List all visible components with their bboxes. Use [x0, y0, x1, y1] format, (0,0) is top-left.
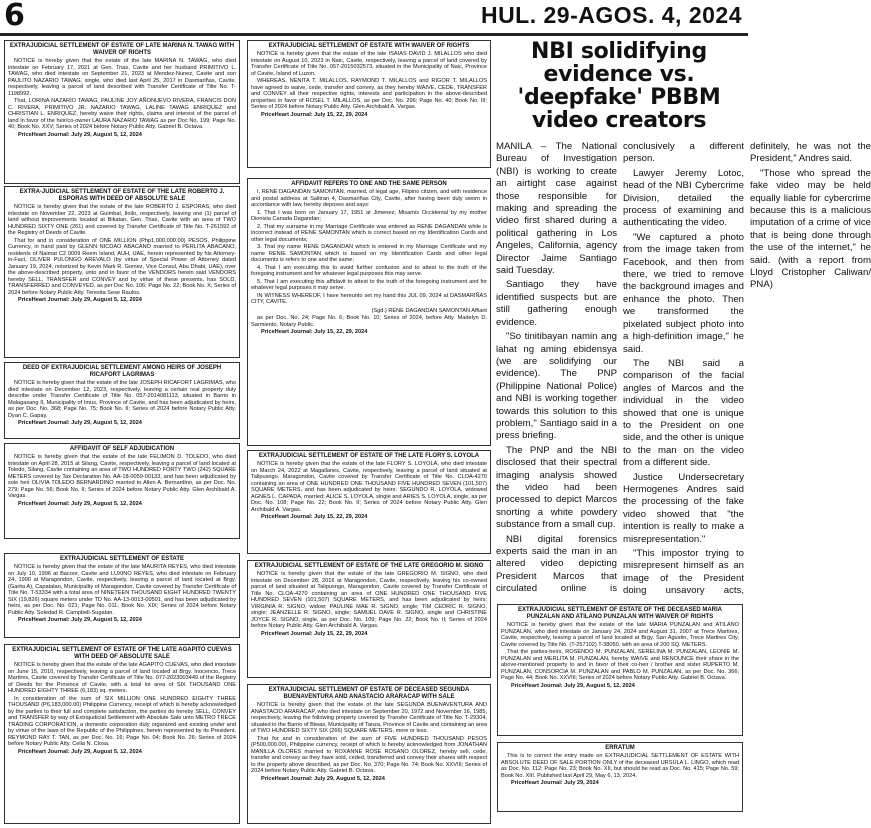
notice-punzalan — [497, 604, 743, 736]
publication-line: PriceHeart Journal: July 29, 2024 — [511, 780, 599, 786]
notice-paragraph: NOTICE is hereby given that the estate of the late AGAPITO CUEVAS, who died intestate on June 15, 2010, respectively, leaving a parcel of land located at Brgy. Inocencio, Trece Martires, Cavite covered by Transfer Certificate of Title No. 077-2023003449 of the Registry of Deeds for the Province of Cavite, with a total lot area of SIX THOUSAND ONE HUNDRED EIGHTY THREE (6,183) sq. meters. — [8, 662, 236, 694]
story-paragraph: Lawyer Jeremy Lotoc, head of the NBI Cybercrime Division, detailed the process of examining and authenticating the video. — [623, 167, 744, 229]
story-paragraph: Justice Undersecretary Hermogenes Andres said the processing of the fake video showed that "the intention is really to make a misrepresentation." — [623, 471, 744, 545]
notice-title: EXTRAJUDICIAL SETTLEMENT OF ESTATE OF LATE MARINA N. TAWAG WITH WAIVER OF RIGHTS — [9, 43, 235, 56]
publication-line: PriceHeart Journal: July 29, August 5, 12, 2024 — [18, 617, 142, 623]
notice-paragraph: NOTICE is hereby given that the estate of the late ROBERTO J. ESPORAS, who died intestate on November 22, 2023 at Guimbal, Iloilo, respectively, leaving one (1) parcel of land without improvements located at Bikatan, Gen. Trias, Cavite with an area of TWO HUNDRED SIXTY ONE (261) and covered by Transfer Certificate of Title No. T-261592 of the Registry of Deeds of Cavite. — [8, 204, 236, 236]
notice-lagrimas — [4, 362, 240, 439]
notice-esporas — [4, 186, 240, 358]
story-paragraph: Santiago they have identified suspects but are still gathering enough evidence. — [496, 279, 617, 328]
publication-line: PriceHeart Journal: July 29, August 5, 12, 2024 — [261, 775, 385, 782]
story-paragraph: "Those who spread the fake video may be held equally liable for cybercrime because this is a malicious imputation of a crime of vice that is being done through the use of the internet," he said. (with a report from Lloyd Cristopher Caliwan/ PNA) — [750, 167, 871, 291]
notice-title: ERRATUM — [605, 745, 635, 751]
notice-title: AFFIDAVIT REFERS TO ONE AND THE SAME PERSON — [291, 181, 447, 187]
notice-paragraph: as per Doc. No. 24; Page No. 6; Book No. 10; Series of 2024, before Atty. Madelyn D. Sarmiento, Notary Public. — [251, 315, 487, 328]
notice-title: EXTRAJUDICIAL SETTLEMENT OF ESTATE OF DECEASED SEGUNDA BUENAVENTURA AND ANASTACIO ARARACAP WITH SALE — [268, 687, 470, 700]
notice-milallos — [247, 40, 491, 168]
story-paragraph: "So tinitibayan namin ang lahat ng aming ebidensya (we are solidifying our evidence). The PNP (Philippine National Police) and NBI is working together towards this solution to this problem," Santiago said in a press briefing. — [496, 331, 617, 442]
publication-line: PriceHeart Journal: July 29, August 5, 12, 2024 — [18, 297, 142, 303]
notice-title: EXTRAJUDICIAL SETTLEMENT OF ESTATE OF THE DECEASED MARIA PUNZALAN AND ATILANO PUNZALAN WITH WAIVER OF RIGHTS — [517, 607, 722, 620]
notice-reyes — [4, 553, 240, 638]
notice-paragraph: NOTICE is hereby given that the estate of the late ISAIAS DAVID J. MILALLOS who died intestate on August 10, 2023 in Naic, Cavite, respectively, leaving a parcel of land covered by Transfer Certificate of Title No. 057-2015032573, situated in the Municipality of Naic, Province of Cavite, Island of Luzon. — [251, 51, 487, 77]
notice-paragraph: NOTICE is hereby given that the estate of the late MAURITA REYES, who died intestate on July 10, 1996 at Bacoor, Cavite and LUXINO REYES, who died intestate on February 24, 1990 at Maragondon, Cavite, respectively, leaving a parcel of land located at Brgy. (Garita A), Capatalan, Municipality of Maragondon, Cavite covered by Transfer Certificate of Title No. T-53334 with a total area of NINETEEN THOUSAND EIGHT HUNDRED TWENTY SIX (19,826) square meters under TD No. AA-13-0013-00501, and has been adjudicated by heirs, as per Doc. No. 021; Page No. 011; Book No. XIX; Series of 2024 before Notary Public Atty. Soledad R. Campbell-Sugatan. — [8, 564, 236, 616]
notice-araracap — [247, 684, 491, 824]
notice-paragraph: IN WITNESS WHEREOF, I have hereunto set my hand this JUL 09, 2024 at DASMARIÑAS CITY, CAVITE. — [251, 292, 487, 305]
story-paragraph: The NBI said a comparison of the facial angles of Marcos and the individual in the video showed that one is unique to the President on one side, and the other is unique to the man on the video from a different side. — [623, 357, 744, 469]
notice-paragraph: NOTICE is hereby given that the estate of the late MARINA N. TAWAG, who died intestate on February 17, 2021 at Gen. Trias, Cavite and her husband PRIMITIVO L. TAWAG, who died intestate on September 21, 2023 at Mendez-Nunez, Cavite and son PAULITO NAZARIO TAWAG, single, who died last April 25, 2017 in Dasmariñas, Cavite, respectively, leaving a parcel of land described with Transfer Certificate of Title No. T-1198992. — [8, 58, 236, 97]
notice-paragraph: 5. That I am executing this affidavit to attest to the truth of the foregoing instrument and for whatever legal purposes it may serve. — [251, 278, 487, 291]
notice-paragraph: NOTICE is hereby given that the estate of the late GREGORIO M. SIGNO, who died intestate on December 28, 2016 at Maragondon, Cavite, respectively, leaving his co-owned parcel of land situated at Talipusngo, Maragondon, Cavite covered by Transfer Certificate of Title No. CLOA-4270 containing an area of ONE HUNDRED ONE THOUSAND FIVE HUNDRED SEVEN (101,507) SQUARE METERS, and has been adjudicated by heirs: VIRGINIA R. SIGNO, widow; PAULINE MAE R. SIGNO, single; TIM CEDRIC R. SIGNO, single; JEANZELLE R. SIGNO, single; SAMUEL DAVE R. SIGNO, single and CHRISTINE JOYCE R. SIGNO, single, as per Doc. No. 109; Page No. 22; Book No. II; Series of 2024 before Notary Public Atty. Glen Archibald A. Vargas. — [251, 571, 487, 629]
affiant-signature: (Sgd.) RENE DAGANDAN SAMONTAN Affiant — [371, 307, 487, 314]
notice-paragraph: NOTICE is hereby given that the estate of the late MARIA PUNZALAN and ATILANO PUNZALAN, who died intestate on January 24, 2024 and August 31, 2007 at Trece Martires, Cavite, respectively, leaving a parcel of land located at Brgy. San Agustin, Trece Martires City, Cavite covered by Title No. (T-257102) T-38050, with an area of 200 SQ. METERS. — [501, 622, 739, 648]
notice-signo — [247, 560, 491, 678]
notice-loyola — [247, 450, 491, 554]
notice-tawag — [4, 40, 240, 184]
notice-paragraph: 3. That my name RENE DAGANDAN which is entered in my Marriage Certificate and my name RENIE SAMONTAN which is based on my Identification Cards and other legal documents is refers to one and the same; — [251, 244, 487, 263]
notice-paragraph: That for and in consideration of ONE MILLION (Php1,000,000.00) PESOS, Philippine Currency, in hand paid by GLENN NICDAO ABACANO married to PERLITA ABACANO, residents of Naimat C2 0009 Reem Island, AUH, UAE, herein represented by his Attorney-in-Fact, OLIVER PULONGO AREVALO (by virtue of Special Power of Attorney dated January 19, 2024, notarized by Kevin Mark R. Gomez, Vice Consul, Abu Dhabi, UAE), over the above-described property, unto and in favor of the VENDORS herein said VENDORS hereby SELL, TRANSFER and CONVEY and by virtue of these presents, has SOLD, TRANSFERRED and CONVEYED, as per Doc No. 106; Page No. 22; Book No. X; Series of 2024 before Notary Public Atty. Teresita Sese Raulos. — [8, 237, 236, 296]
notice-title: DEED OF EXTRAJUDICIAL SETTLEMENT AMONG HEIRS OF JOSEPH RICAFORT LAGRIMAS — [22, 365, 222, 378]
publication-line: PriceHeart Journal: July 29, August 5, 12, 2024 — [511, 682, 635, 689]
notice-erratum — [497, 742, 743, 812]
notice-paragraph: I, RENE DAGANDAN SAMONTAN, married, of legal age, Filipino citizen, and with residence and postal address at Salitran 4, Dasmariñas City, Cavite, after having been duly sworn in accordance with law, hereby deposes and says: — [251, 189, 487, 208]
notice-toledo — [4, 443, 240, 539]
notice-paragraph: That the parties-heirs, ROSENDO M. PUNZALAN, SERELINA M. PUNZALAN, LEONIE M. PUNZALAN and MERLITA M. PUNZALAN, hereby WAIVE and RENOUNCE their share in the above-mentioned property to and in favor of their co-heir / brother and sister RUPERTO M. PUNZALAN, CONSORCIA M. PUNZALAN and PABLO M. PUNZALAN, as per Doc. No. 366; Page No. 44; Book No. XXVIII; Series of 2024 before Notary Public Atty. Gabriel B. Octava. — [501, 649, 739, 681]
notice-paragraph: In consideration of the sum of SIX MILLION ONE HUNDRED EIGHTY THREE THOUSAND (P6,183,000.00) Philippine Currency, receipt of which is hereby acknowledged by the parties to their full and complete satisfaction, the parties do hereby SELL, CONVEY and TRANSFER by way of Extrajudicial Settlement with Absolute Sale unto METRO TRECE TRADING CORPORATION, a domestic corporation duly organized and existing under and by virtue of the laws of the Republic of the Philippines, herein represented by its President, REYMOND RAY T. TAN, as per Doc. No. 16; Page No. 04; Book No. 26; Series of 2024 before Notary Public Atty. Celia N. Closa. — [8, 695, 236, 747]
page-number: 6 — [4, 0, 25, 33]
notice-paragraph: NOTICE is hereby given that the estate of the late JOSEPH RICAFORT LAGRIMAS, who died intestate on December 12, 2023, respectively, leaving a certain real property duly describe under Transfer Certificate of Title No. 057-2014081113, situated in Barrio in Malagasang II, Municipality of Imus, Province of Cavite, and has been adjudicated by heirs, as per Doc. No. 368; Page No. 75; Book No. II; Series of 2024 before Notary Public Atty. Dyan C. Gapay. — [8, 380, 236, 419]
story-paragraph: The PNP and the NBI disclosed that their spectral imaging analysis showed the video had been processed to depict Marcos snorting a white powdery substance from a small cup. — [496, 444, 617, 531]
publication-line: PriceHeart Journal: July 15, 22, 29, 2024 — [261, 329, 368, 335]
story-body — [496, 141, 871, 599]
notice-paragraph: That for and in consideration of the sum of FIVE HUNDRED THOUSAND PESOS (P500,000.00), Philippine currency, receipt of which is hereby acknowledged from JONATHAN MANILLA OLORES married to ROXANNE ROSE ROSANO OLOREZ, hereby sell, cede, transfer and convey as they have sold, ceded, transferred and convey their shares with respect to the property above described, as per Doc. No. 370; Page No. 74; Book No. XXVIII; Series of 2024 before Notary Public Atty. Gabriel B. Octava. — [251, 735, 487, 774]
notice-title: EXTRAJUDICIAL SETTLEMENT OF ESTATE WITH WAIVER OF RIGHTS — [268, 43, 470, 49]
header-rule — [0, 33, 748, 36]
notice-title: AFFIDAVIT OF SELF ADJUDICATION — [69, 446, 175, 452]
notice-paragraph: That, LORINA NAZARIO TAWAG, PAULINE JOY AÑONUEVO RIVERA, FRANCIS DON C. RIVERA, PRIMITIVO JR. NAZARIO TAWAG, LALINE TAWAG ENRIQUEZ and CHRISTIAN L. ENRIQUEZ, hereby waive their rights, claims and interest of the parcel of land in favor of the heir/co-owner LAURA NAZARIO TAWAG as per Doc No. 199; Page No. 40; Book No. XXV; Series of 2024 before Notary Public Atty. Gabriel B. Octava. — [8, 98, 236, 130]
publication-line: PriceHeart Journal: July 29, August 5, 12, 2024 — [18, 420, 142, 426]
notice-title: EXTRAJUDICIAL SETTLEMENT OF ESTATE OF THE LATE AGAPITO CUEVAS WITH DEED OF ABSOLUTE SALE — [12, 647, 232, 660]
publication-line: PriceHeart Journal: July 29, August 5, 12, 2024 — [18, 748, 142, 755]
story-headline: NBI solidifying evidence vs. 'deepfake' PBBM video creators — [517, 39, 721, 133]
notice-paragraph: 4. That I am executing this to avoid further confusion and to attest to the truth of the foregoing instrument and for whatever legal purposes this may serve. — [251, 264, 487, 277]
notice-paragraph: NOTICE is hereby given that the estate of the late FELIMON D. TOLEDO, who died intestate on April 28, 2015 at Silang, Cavite, respectively, leaving a parcel of land located at Toledo, Silang, Cavite containing an area of TWO HUNDRED FORTY TWO (242) SQUARE METERS covered by Tax Declaration No. AA-18-0059-00133, and has been adjudicated by sole heir OLIVIA TOLEDO BERNARDINO married to Allen A. Bernardino, as per Doc. No. 279; Page No. 56; Book No. II; Series of 2024 before Notary Public Atty. Glen Archibald A. Vargas. — [8, 454, 236, 499]
notice-title: EXTRAJUDICIAL SETTLEMENT OF ESTATE OF THE LATE FLORY S. LOYOLA — [258, 453, 480, 459]
notice-paragraph: 2. That my surname in my Marriage Certificate was entered as RENE DAGANDAN while is incorrect instead of RENE SAMONTAN which is correct based on my Identification Cards and other legal documents; — [251, 223, 487, 243]
notice-paragraph: NOTICE is hereby given that the estate of the late FLORY S. LOYOLA, who died intestate on March 24, 2022 at Magallanes, Cavite, respectively, leaving a parcel of land situated at Talipusngo, Maragondon, Cavite covered by Transfer Certificate of Title No. CLOA-4270 containing an area of ONE HUNDRED ONE THOUSAND FIVE HUNDRED SEVEN (101,507) SQUARE METERS, and has been adjudicated by heirs: SEGUNDO R. LOYOLA, widowed AGNES L. CAPADA, married; ALICE S. LOYOLA, single and ARIES S. LOYOLA, single, as per Doc. No. 108; Page No. 22; Book No. II; Series of 2024 before Notary Public Atty. Glen Archibald A. Vargas. — [251, 461, 487, 513]
story-paragraph: MANILA – The National Bureau of Investigation (NBI) is working to create an airtight case against those responsible for making and spreading the video first shared during a political gathering in Los Angeles, California, agency Director Jaime Santiago said Tuesday. — [496, 141, 617, 277]
notice-paragraph: This is to correct the entry made on EXTRAJUDICIAL SETTLEMENT OF ESTATE WITH ABSOLUTE DEED OF SALE PORTION ONLY of the deceased URSULA L. LINGO, which read as Doc. No. 112; Page No. 23; Book No. XII, but should be read as Doc. No. 415; Page No. 59; Book No. XIII. Published last April 29, May 6, 13, 2024. — [501, 753, 739, 779]
story-paragraph: "This impostor trying to misrepresent himself as an image of the President doing unsavory acts, definitely, he was not the President," Andres said. — [623, 141, 871, 597]
notice-paragraph: WHEREAS, NENITA T. MILALLOS, RAYMOND T. MILALLOS and RIGOR T. MILALLOS have agreed to waive, cede, transfer and convey, as they hereby WAIVE, CEDE, TRANSFER and CONVEY all their respective rights, interests and participation in the above-described properties in favor of ROSEL T. MILALLOS, as per Doc. No. 296; Page No. 40; Book No. III; Series of 2024 before Notary Public Atty. Glen Archibald A. Vargas. — [251, 78, 487, 110]
publication-line: PriceHeart Journal: July 15, 22, 29, 2024 — [261, 514, 368, 520]
notice-cuevas — [4, 644, 240, 824]
story-paragraph: "We captured a photo from the image taken from Facebook, and then from there, we tried to remove the background images and enhance the photo. Then we transformed the pixelated subject photo into a high-definition image," he said. — [623, 231, 744, 355]
publication-line: PriceHeart Journal: July 29, August 5, 12, 2024 — [18, 500, 142, 507]
notice-paragraph: 1. That I was born on January 17, 1951 at Jimenez, Misamis Occidental by my mother Dionisia Canada Dagandan; — [251, 209, 487, 222]
notice-paragraph: NOTICE is hereby given that the estate of the late SEGUNDA BUENAVENTURA AND ANASTACIO ARARACAP, who died intestate on September 20, 1972 and November 16, 1985, respectively, leaving the following property covered by Transfer Certificate of Title No. T-29304, situated in the Barrio of Biwas, Municipality of Tanza, Province of Cavite and containing an area of TWO HUNDRED SIXTY SIX (266) SQUARE METERS, more or less. — [251, 702, 487, 734]
notice-samontan — [247, 178, 491, 446]
issue-date: HUL. 29-AGOS. 4, 2024 — [480, 2, 742, 28]
publication-line: PriceHeart Journal: July 29, August 5, 12, 2024 — [18, 131, 142, 138]
notice-title: EXTRAJUDICIAL SETTLEMENT OF ESTATE OF THE LATE GREGORIO M. SIGNO — [254, 563, 484, 569]
notice-title: EXTRA-JUDICIAL SETTLEMENT OF ESTATE OF THE LATE ROBERTO J. ESPORAS WITH DEED OF ABSOLUTE SALE — [19, 189, 225, 202]
publication-line: PriceHeart Journal: July 15, 22, 29, 2024 — [261, 630, 368, 637]
publication-line: PriceHeart Journal: July 15, 22, 29, 2024 — [261, 111, 368, 118]
story-paragraph: NBI digital forensics experts said the man in an altered video depicting President Marcos that circulated online is conclusively a different person. — [496, 141, 744, 595]
notice-title: EXTRAJUDICIAL SETTLEMENT OF ESTATE — [59, 556, 184, 562]
